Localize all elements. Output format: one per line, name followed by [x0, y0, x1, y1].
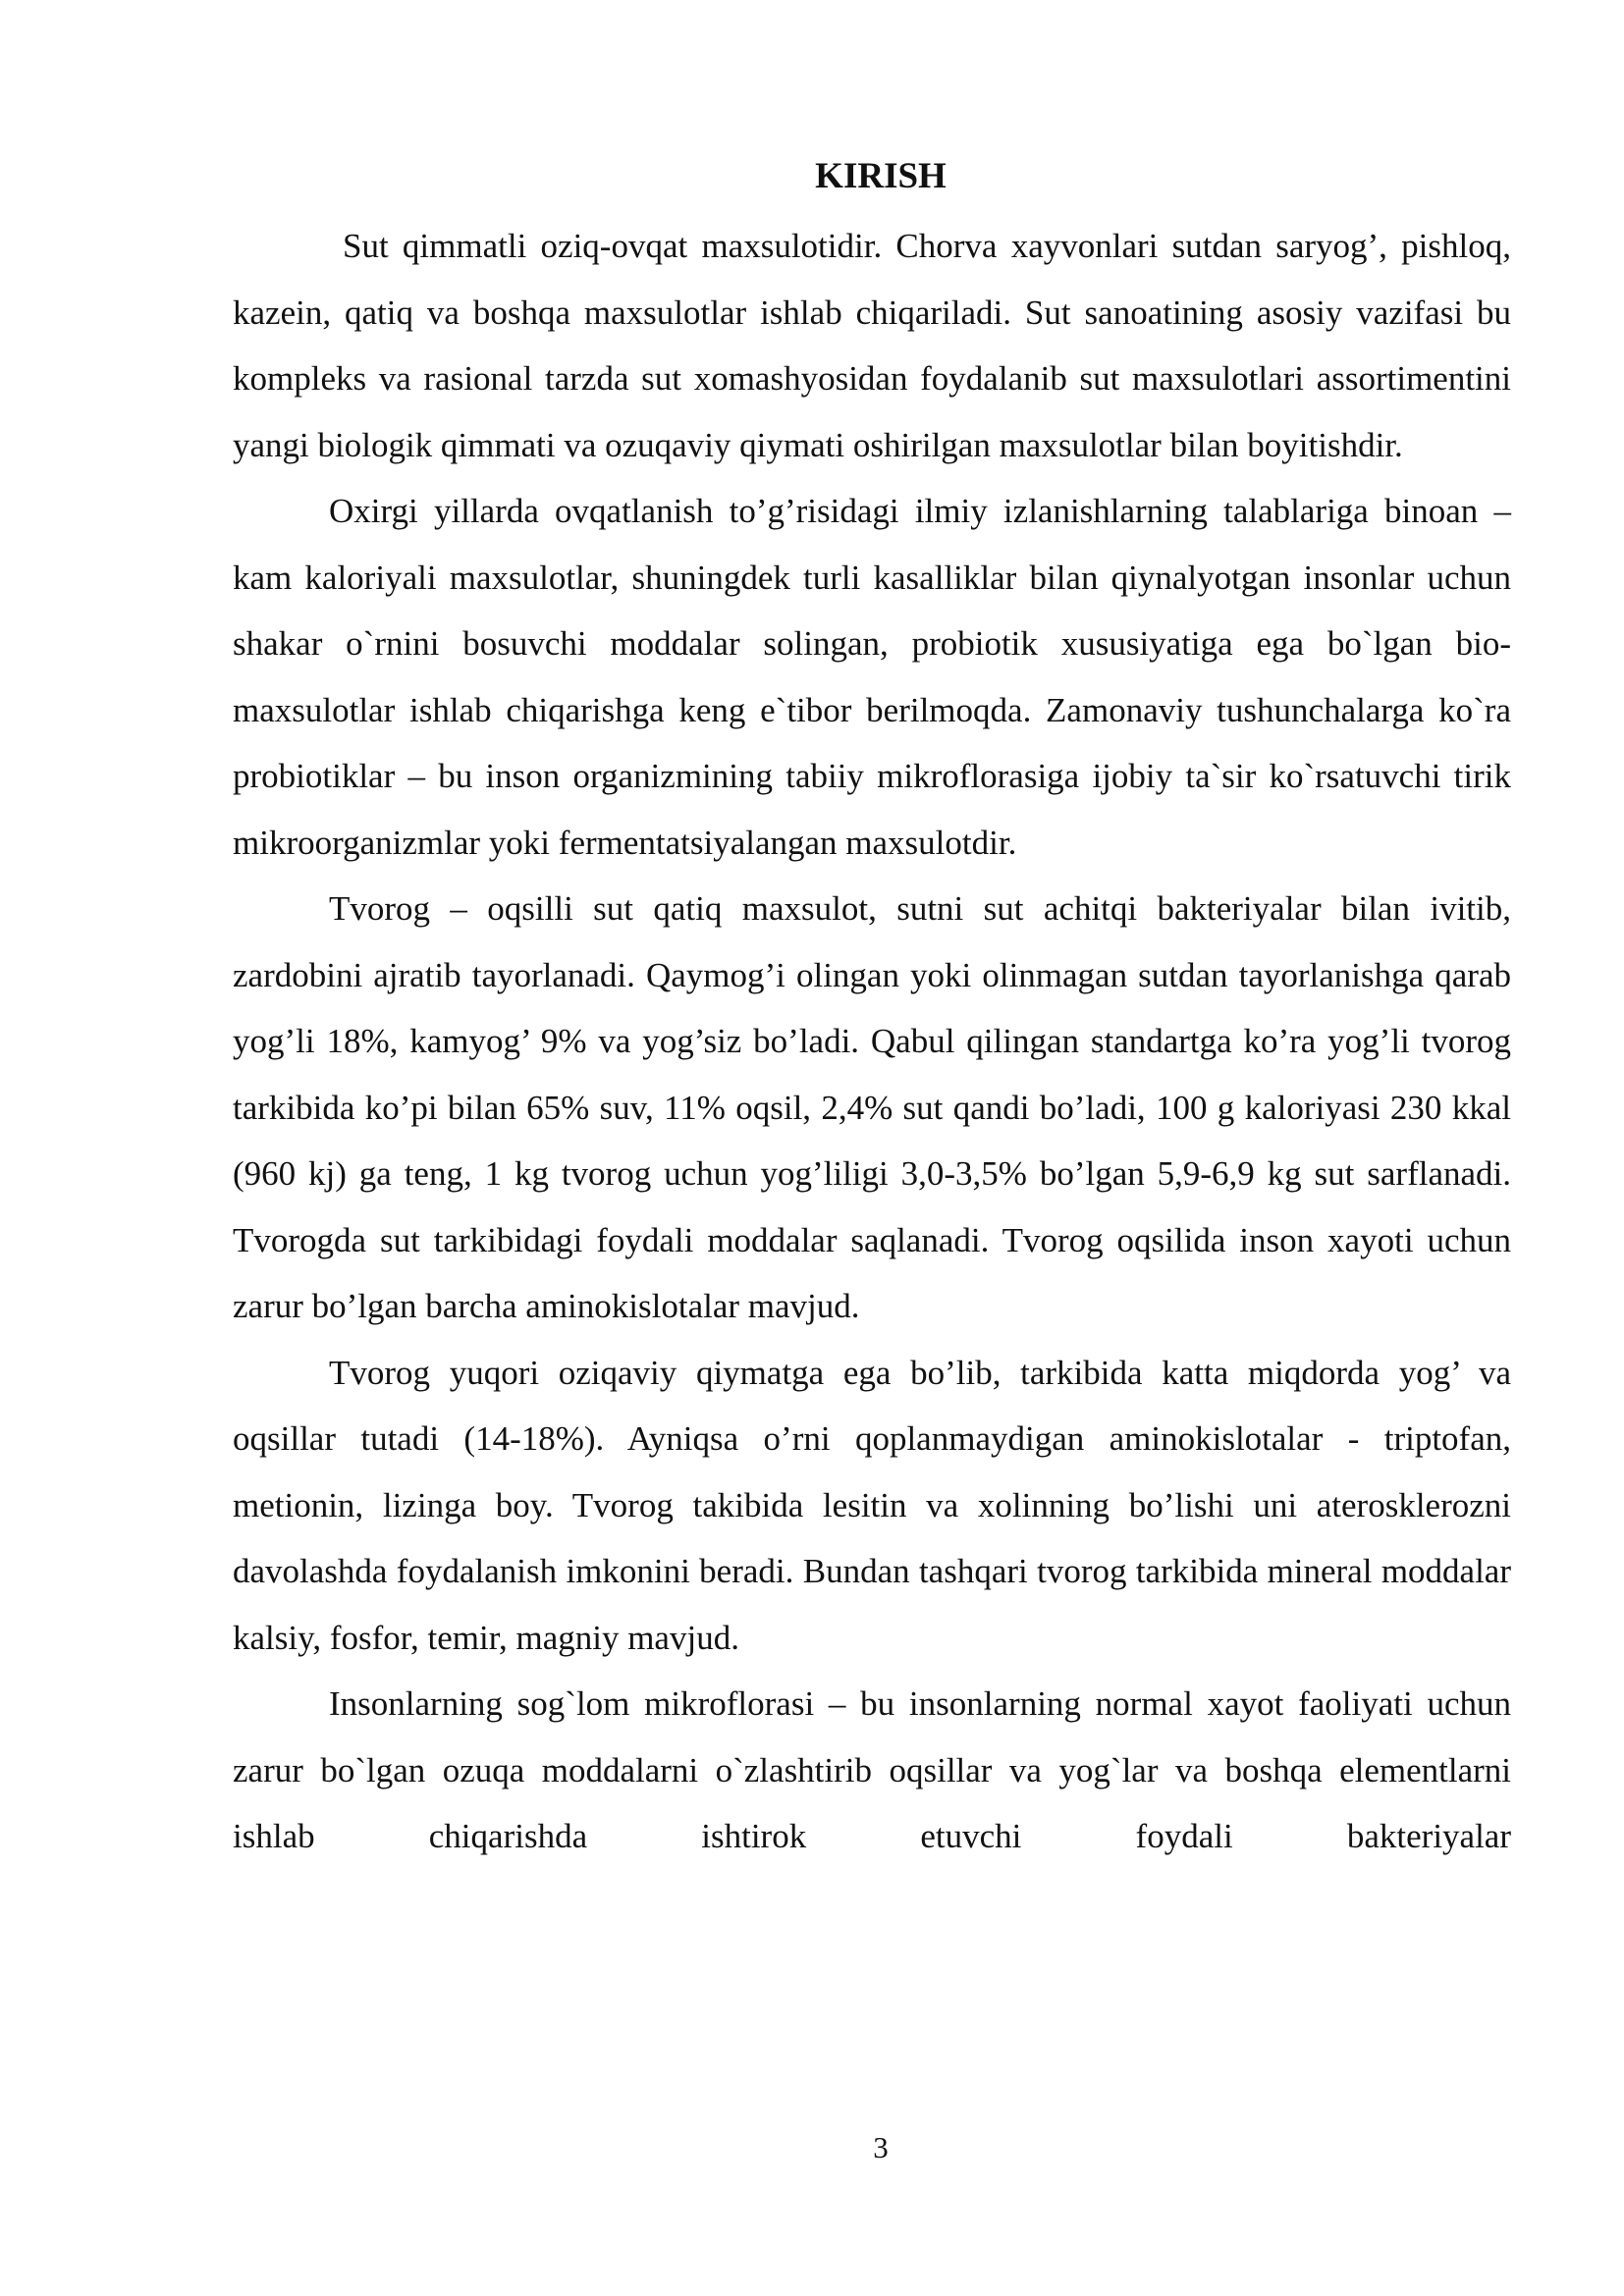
section-heading: KIRISH: [815, 156, 947, 196]
paragraph-probiotics: Oxirgi yillarda ovqatlanish to’g’risidagi ilmiy izlanishlarning talablariga binoan – kam kaloriyali maxsulotlar, shuningdek turli kasalliklar bilan qiynalyotgan insonlar uchun shakar o`rnini bosuvchi moddalar solingan, probiotik xususiyatiga ega bo`lgan bio-maxsulotlar ishlab chiqarishga keng e`tibor berilmoqda. Zamonaviy tushunchalarga ko`ra probiotiklar – bu inson organizmining tabiiy mikroflorasiga ijobiy ta`sir ko`rsatuvchi tirik mikroorganizmlar yoki fermentatsiyalangan maxsulotdir.: [233, 492, 1511, 862]
page-number: 3: [873, 2130, 889, 2164]
paragraph-microflora: Insonlarning sog`lom mikroflorasi – bu insonlarning normal xayot faoliyati uchun zarur bo`lgan ozuqa moddalarni o`zlashtirib oqsillar va yog`lar va boshqa elementlarni ishlab chiqarishda ishtirok etuvchi foydali bakteriyalar: [233, 1684, 1511, 1855]
paragraph-tvorog-composition: Tvorog – oqsilli sut qatiq maxsulot, sutni sut achitqi bakteriyalar bilan ivitib, zardobini ajratib tayorlanadi. Qaymog’i olingan yoki olinmagan sutdan tayorlanishga qarab yog’li 18%, kamyog’ 9% va yog’siz bo’ladi. Qabul qilingan standartga ko’ra yog’li tvorog tarkibida ko’pi bilan 65% suv, 11% oqsil, 2,4% sut qandi bo’ladi, 100 g kaloriyasi 230 kkal (960 kj) ga teng, 1 kg tvorog uchun yog’liligi 3,0-3,5% bo’lgan 5,9-6,9 kg sut sarflanadi. Tvorogda sut tarkibidagi foydali moddalar saqlanadi. Tvorog oqsilida inson xayoti uchun zarur bo’lgan barcha aminokislotalar mavjud.: [233, 889, 1511, 1325]
paragraph-intro: Sut qimmatli oziq-ovqat maxsulotidir. Chorva xayvonlari sutdan saryog’, pishloq, kazein, qatiq va boshqa maxsulotlar ishlab chiqariladi. Sut sanoatining asosiy vazifasi bu kompleks va rasional tarzda sut xomashyosidan foydalanib sut maxsulotlari assortimentini yangi biologik qimmati va ozuqaviy qiymati oshirilgan maxsulotlar bilan boyitishdir.: [233, 227, 1511, 464]
body-text: [233, 213, 1511, 1870]
paragraph-tvorog-nutrition: Tvorog yuqori oziqaviy qiymatga ega bo’lib, tarkibida katta miqdorda yog’ va oqsillar tutadi (14-18%). Ayniqsa o’rni qoplanmaydigan aminokislotalar - triptofan, metionin, lizinga boy. Tvorog takibida lesitin va xolinning bo’lishi uni aterosklerozni davolashda foydalanish imkonini beradi. Bundan tashqari tvorog tarkibida mineral moddalar kalsiy, fosfor, temir, magniy mavjud.: [233, 1353, 1511, 1657]
